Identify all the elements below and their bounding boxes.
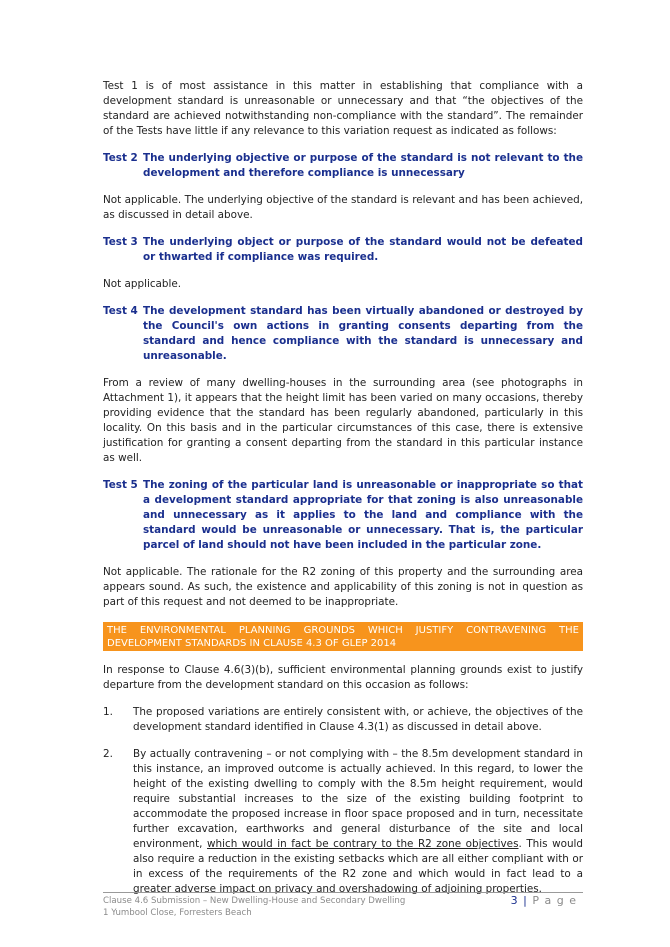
footer-page-number [511, 895, 583, 919]
test-number: Test 5 [103, 479, 138, 491]
test-number: Test 4 [103, 305, 138, 317]
test-number: Test 2 [103, 152, 138, 164]
test-4-heading [103, 304, 583, 364]
section-heading-banner: THE ENVIRONMENTAL PLANNING GROUNDS WHICH JUSTIFY CONTRAVENING THE DEVELOPMENT STANDARDS IN CLAUSE 4.3 OF GLEP 2014 [103, 622, 583, 651]
footer-document-info [103, 895, 405, 919]
test-2-heading [103, 151, 583, 181]
test-4-response: From a review of many dwelling-houses in the surrounding area (see photographs in Attachment 1), it appears that the height limit has been varied on many occasions, thereby providing evidence that the standard has been regularly abandoned, particularly in this locality. On this basis and in the particular circumstances of this case, there is extensive justification for granting a consent departing from the standard in this particular instance as well. [103, 377, 583, 464]
grounds-list [103, 705, 583, 897]
test-text: The underlying objective or purpose of the standard is not relevant to the development and therefore compliance is unnecessary [143, 152, 583, 179]
test-text: The underlying object or purpose of the standard would not be defeated or thwarted if compliance was required. [143, 236, 583, 263]
list-item-number: 1. [103, 706, 113, 718]
test-text: The development standard has been virtually abandoned or destroyed by the Council's own actions in granting consents departing from the standard and hence compliance with the standard is unnecessary and unreasonable. [143, 305, 583, 362]
footer-title: Clause 4.6 Submission – New Dwelling-House and Secondary Dwelling [103, 896, 406, 906]
test-2-response: Not applicable. The underlying objective of the standard is relevant and has been achieved, as discussed in detail above. [103, 194, 583, 221]
text-segment: . This would also require a reduction in the existing setbacks which are all either compliant with or in excess of the requirements of the R2 zone and which would in fact lead to a greater adverse impact on privacy and overshadowing of adjoining properties. [133, 838, 584, 895]
underlined-text: which would in fact be contrary to the R2 zone objectives [207, 838, 519, 850]
text-segment: By actually contravening – or not complying with – the 8.5m development standard in this instance, an improved outcome is actually achieved. In this regard, to lower the height of the existing dwelling to comply with the 8.5m height requirement, would require substantial increases to the size of the existing building footprint to accommodate the proposed increase in floor space proposed and in turn, necessitate further excavation, earthworks and general disturbance of the site and local environment, [133, 748, 583, 850]
test-3-response: Not applicable. [103, 278, 182, 290]
page-footer [103, 892, 583, 919]
footer-address: 1 Yumbool Close, Forresters Beach [103, 908, 252, 918]
test-3-heading [103, 235, 583, 265]
test-5-heading [103, 478, 583, 553]
test-text: The zoning of the particular land is unreasonable or inappropriate so that a development standard appropriate for that zoning is also unreasonable and unnecessary as it applies to the land and compliance with the standard would be unreasonable or unnecessary. That is, the particular parcel of land should not have been included in the particular zone. [143, 479, 583, 551]
list-item-number: 2. [103, 748, 113, 760]
document-body [103, 79, 583, 909]
page-separator: | [523, 894, 528, 907]
test-5-response: Not applicable. The rationale for the R2 zoning of this property and the surrounding area appears sound. As such, the existence and applicability of this zoning is not in question as part of this request and not deemed to be inappropriate. [103, 566, 583, 608]
page-label: P a g e [532, 894, 577, 907]
grounds-intro: In response to Clause 4.6(3)(b), sufficient environmental planning grounds exist to justify departure from the development standard on this occasion as follows: [103, 664, 583, 691]
list-item [103, 747, 583, 897]
intro-paragraph: Test 1 is of most assistance in this matter in establishing that compliance with a development standard is unreasonable or unnecessary and that “the objectives of the standard are achieved notwithstanding non-compliance with the standard”. The remainder of the Tests have little if any relevance to this variation request as indicated as follows: [103, 80, 583, 137]
page-number: 3 [510, 894, 519, 907]
list-item [103, 705, 583, 735]
list-item-text: The proposed variations are entirely consistent with, or achieve, the objectives of the development standard identified in Clause 4.3(1) as discussed in detail above. [133, 706, 583, 733]
list-item-text [133, 747, 583, 897]
test-number: Test 3 [103, 236, 138, 248]
